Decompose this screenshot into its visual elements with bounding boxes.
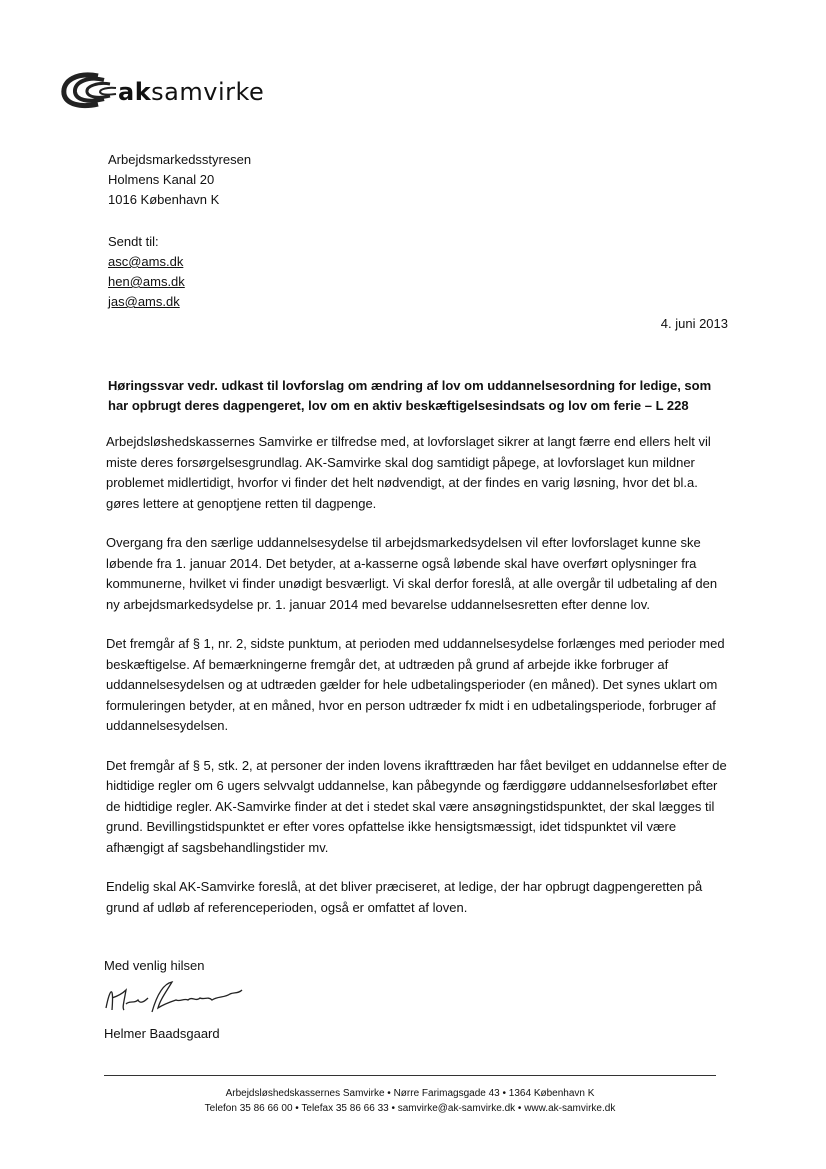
sent-to-label: Sendt til: xyxy=(108,234,159,249)
email-link[interactable]: hen@ams.dk xyxy=(108,274,185,289)
letter-subject: Høringssvar vedr. udkast til lovforslag om ændring af lov om uddannelsesordning for ledige, som har opbrugt deres dagpengeret, lov om en aktiv beskæftigelsesindsats og lov om ferie – L 228 xyxy=(108,378,712,413)
email-link[interactable]: asc@ams.dk xyxy=(108,254,184,269)
signer-name: Helmer Baadsgaard xyxy=(104,1026,220,1041)
body-paragraph: Endelig skal AK-Samvirke foreslå, at det bliver præciseret, at ledige, der har opbrugt dagpengeretten på grund af udløb af referenceperioden, også er omfattet af loven. xyxy=(106,879,703,915)
ak-samvirke-logo xyxy=(58,70,268,112)
recipient-address xyxy=(108,150,251,210)
letter-date: 4. juni 2013 xyxy=(660,316,728,331)
footer-address: Arbejdsløshedskassernes Samvirke • Nørre Farimagsgade 43 • 1364 København K xyxy=(225,1088,595,1099)
recipient-line: Arbejdsmarkedsstyresen xyxy=(108,152,252,167)
body-paragraph: Arbejdsløshedskassernes Samvirke er tilfredse med, at lovforslaget sikrer at langt færre end ellers helt vil miste deres forsørgelsesgrundlag. AK-Samvirke skal dog samtidigt påpege, at lovforslaget kun mildner problemet midlertidigt, hvorfor vi finder det helt nødvendigt, at der findes en varig løsning, hvor det bl.a. gøres lettere at genoptjene retten til dagpenge. xyxy=(106,434,711,511)
footer-divider xyxy=(104,1075,716,1076)
sent-to-block xyxy=(108,232,185,312)
logo-wordmark: aksamvirke xyxy=(118,78,265,106)
footer-contact: Telefon 35 86 66 00 • Telefax 35 86 66 33 • samvirke@ak-samvirke.dk • www.ak-samvirke.dk xyxy=(204,1103,616,1114)
email-link[interactable]: jas@ams.dk xyxy=(108,294,180,309)
body-paragraph: Det fremgår af § 1, nr. 2, sidste punktum, at perioden med uddannelsesydelse forlænges med perioder med beskæftigelse. Af bemærkningerne fremgår det, at udtræden på grund af arbejde ikke forbruger af uddannelsesydelsen og at udtræden gælder for hele udbetalingsperioder (en måned). Det synes uklart om formuleringen betyder, at en måned, hvor en person udtræder fx midt i en udbetalingsperiode, forbruger af uddannelsesydelsen. xyxy=(106,636,725,733)
handwritten-signature xyxy=(100,978,250,1023)
body-paragraph: Det fremgår af § 5, stk. 2, at personer der inden lovens ikrafttræden har fået bevilget en uddannelse efter de hidtidige regler om 6 ugers selvvalgt uddannelse, kan påbegynde og færdiggøre uddannelsesforløbet efter de hidtidige regler. AK-Samvirke finder at det i stedet skal være ansøgningstidspunktet, der skal lægges til grund. Bevillingstidspunktet er efter vores opfattelse ikke hensigtsmæssigt, idet tidspunktet vil være afhængigt af sagsbehandlingstider mv. xyxy=(106,757,727,855)
body-paragraph: Overgang fra den særlige uddannelsesydelse til arbejdsmarkedsydelsen vil efter lovforslaget kunne ske løbende fra 1. januar 2014. Det betyder, at a-kasserne også løbende skal have overført oplysninger fra kommunerne, hvilket vi finder unødigt besværligt. Vi skal derfor foreslå, at alle overgår til udbetaling af den ny arbejdsmarkedsydelse pr. 1. januar 2014 med bevarelse uddannelsesretten efter denne lov. xyxy=(106,535,718,612)
recipient-line: Holmens Kanal 20 xyxy=(108,172,215,187)
letter-body xyxy=(106,432,728,937)
recipient-line: 1016 København K xyxy=(108,192,220,207)
closing-phrase: Med venlig hilsen xyxy=(104,958,205,973)
